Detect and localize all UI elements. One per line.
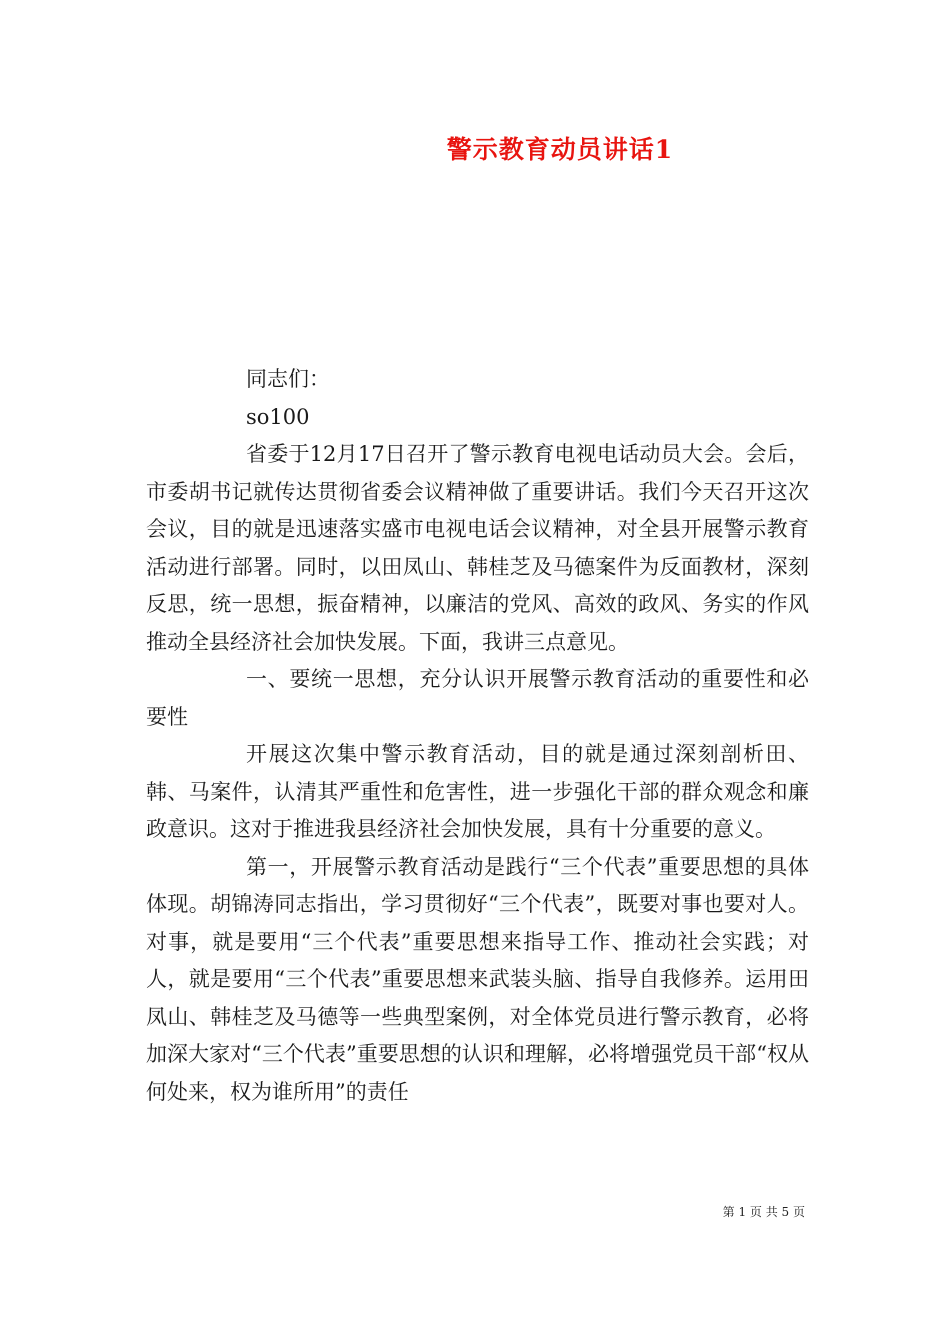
reference-code: so100 bbox=[246, 404, 310, 429]
paragraph: 开展这次集中警示教育活动，目的就是通过深刻剖析田、韩、马案件，认清其严重性和危害性，进一步强化干部的群众观念和廉政意识。这对于推进我县经济社会加快发展，具有十分重要的意义。 bbox=[146, 742, 809, 841]
section-heading: 一、要统一思想，充分认识开展警示教育活动的重要性和必要性 bbox=[146, 667, 809, 729]
salutation: 同志们： bbox=[246, 367, 330, 391]
paragraph: 省委于12月17日召开了警示教育电视电话动员大会。会后，市委胡书记就传达贯彻省委会议精神做了重要讲话。我们今天召开这次会议，目的就是迅速落实盛市电视电话会议精神，对全县开展警示教育活动进行部署。同时，以田凤山、韩桂芝及马德案件为反面教材，深刻反思，统一思想，振奋精神，以廉洁的党风、高效的政风、务实的作风推动全县经济社会加快发展。下面，我讲三点意见。 bbox=[146, 442, 809, 654]
page-number-footer: 第 1 页 共 5 页 bbox=[722, 1205, 805, 1219]
paragraph: 第一，开展警示教育活动是践行“三个代表”重要思想的具体体现。胡锦涛同志指出，学习贯彻好“三个代表”，既要对事也要对人。对事，就是要用“三个代表”重要思想来指导工作、推动社会实践；对人，就是要用“三个代表”重要思想来武装头脑、指导自我修养。运用田凤山、韩桂芝及马德等一些典型案例，对全体党员进行警示教育，必将加深大家对“三个代表”重要思想的认识和理解，必将增强党员干部“权从何处来，权为谁所用”的责任 bbox=[146, 854, 809, 1104]
document-body bbox=[146, 361, 809, 1111]
document-title: 警示教育动员讲话1 bbox=[446, 135, 674, 164]
